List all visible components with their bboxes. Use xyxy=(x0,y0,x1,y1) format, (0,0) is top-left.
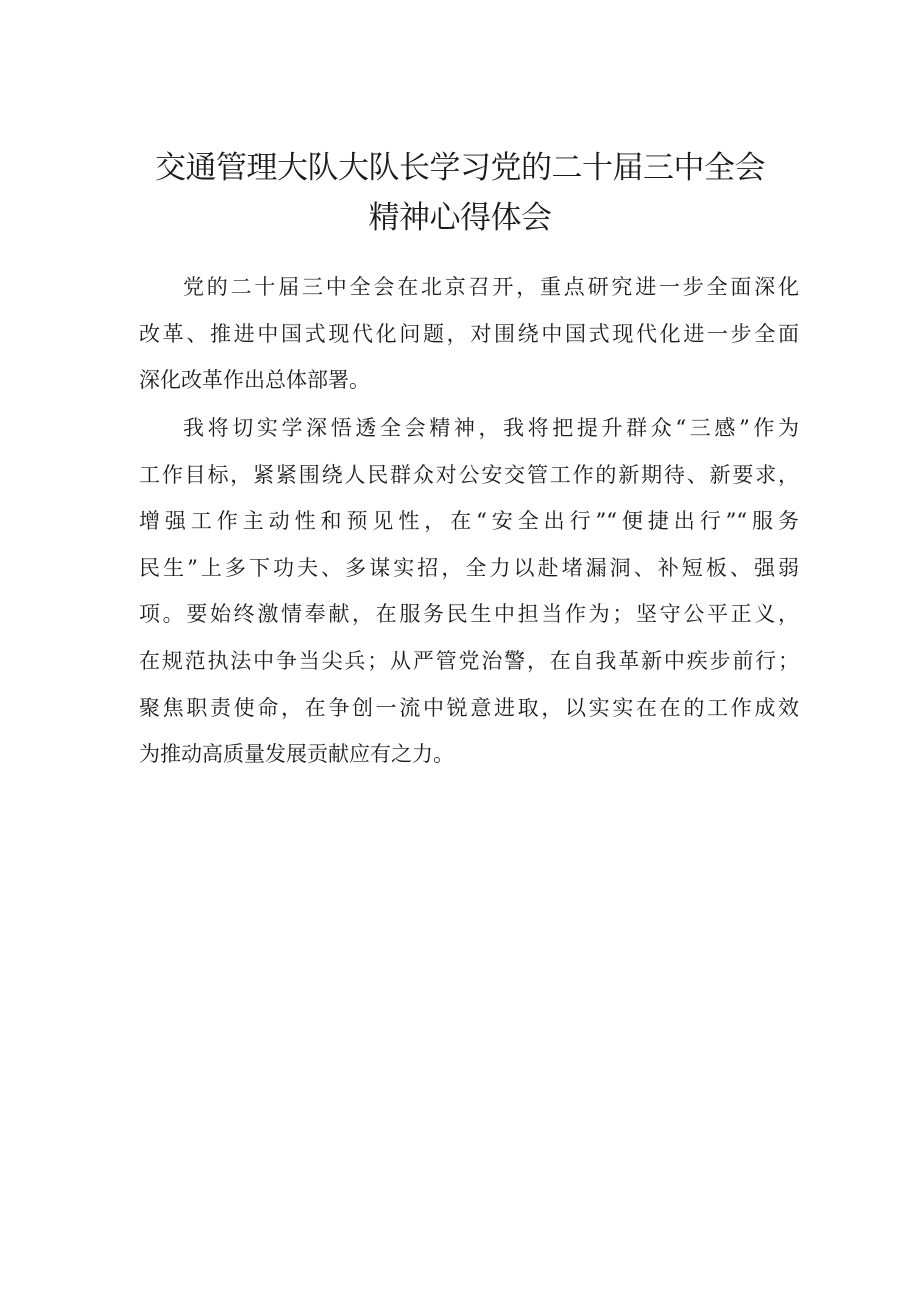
paragraph-1 xyxy=(139,264,799,404)
paragraph-2-line: 民生”上多下功夫、多谋实招，全力以赴堵漏洞、补短板、强弱 xyxy=(139,555,799,580)
paragraph-1-line: 党的二十届三中全会在北京召开，重点研究进一步全面深化 xyxy=(183,275,799,299)
paragraph-1-line: 改革、推进中国式现代化问题，对围绕中国式现代化进一步全面 xyxy=(139,321,799,346)
paragraph-2 xyxy=(139,405,799,778)
paragraph-2-line: 我将切实学深悟透全会精神，我将把提升群众“三感”作为 xyxy=(183,416,799,440)
paragraph-2-line: 聚焦职责使命，在争创一流中锐意进取，以实实在在的工作成效 xyxy=(139,695,799,720)
paragraph-2-line: 增强工作主动性和预见性，在“安全出行”“便捷出行”“服务 xyxy=(139,509,799,534)
paragraph-2-line: 项。要始终激情奉献，在服务民生中担当作为；坚守公平正义， xyxy=(139,602,799,627)
paragraph-1-line: 深化改革作出总体部署。 xyxy=(139,368,370,393)
paragraph-2-line: 为推动高质量发展贡献应有之力。 xyxy=(139,742,454,767)
paragraph-2-line: 工作目标，紧紧围绕人民群众对公安交管工作的新期待、新要求， xyxy=(139,462,799,487)
paragraph-2-line: 在规范执法中争当尖兵；从严管党治警，在自我革新中疾步前行； xyxy=(139,648,799,673)
document-title-line-1: 交通管理大队大队长学习党的二十届三中全会 xyxy=(155,150,765,186)
document-title-line-2: 精神心得体会 xyxy=(368,200,552,236)
